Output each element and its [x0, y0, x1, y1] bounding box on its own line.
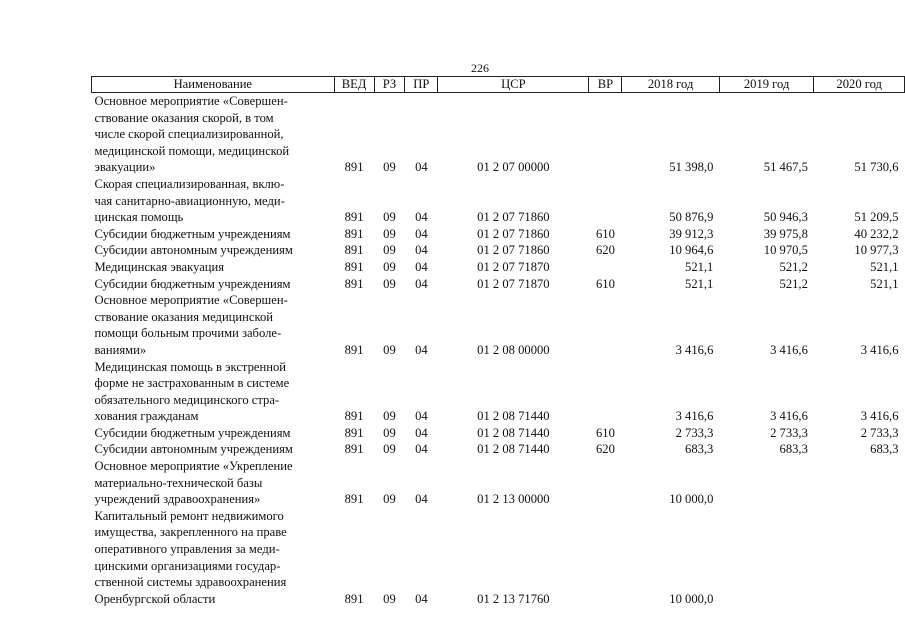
row-rz: 09 [383, 442, 396, 457]
row-name: Субсидии бюджетным учреждениям [94, 425, 291, 440]
table-row [92, 458, 905, 508]
row-value-2020 [814, 458, 905, 508]
row-value-2018: 50 876,9 [669, 210, 714, 225]
row-value-2019: 3 416,6 [770, 409, 808, 424]
header-pr: ПР [405, 77, 438, 93]
row-value-2019: 2 733,3 [770, 425, 808, 440]
header-ved: ВЕД [334, 77, 374, 93]
row-value-2020: 683,3 [870, 442, 899, 457]
header-rz: РЗ [374, 77, 405, 93]
page-number: 226 [471, 61, 489, 75]
row-ved: 891 [344, 160, 364, 175]
row-value-2020: 521,1 [870, 259, 899, 274]
table-row [92, 292, 905, 358]
row-value-2020: 521,1 [870, 276, 899, 291]
row-value-2020: 2 733,3 [860, 425, 899, 440]
row-ved: 891 [344, 226, 364, 241]
row-value-2018: 521,1 [685, 276, 714, 291]
row-rz: 09 [383, 210, 396, 225]
row-csr: 01 2 07 00000 [477, 160, 550, 175]
table-body [92, 93, 905, 608]
row-pr: 04 [415, 492, 428, 507]
row-vr [589, 176, 622, 226]
row-ved: 891 [344, 243, 364, 258]
table-row [92, 176, 905, 226]
row-value-2018: 3 416,6 [675, 342, 714, 357]
row-value-2020: 3 416,6 [860, 409, 899, 424]
row-vr [589, 508, 622, 608]
row-csr: 01 2 07 71860 [477, 226, 550, 241]
row-ved: 891 [344, 210, 364, 225]
row-vr [589, 458, 622, 508]
row-rz: 09 [383, 259, 396, 274]
header-name: Наименование [92, 77, 335, 93]
row-name: Основное мероприятие «Укрепление материально-технической базы учреждений здравоохранения» [94, 459, 293, 507]
row-name: Основное мероприятие «Совершен- ствование оказания скорой, в том числе скорой специализированной, медицинской помощи, медицинской эвакуации» [94, 94, 290, 175]
row-value-2019: 3 416,6 [770, 342, 808, 357]
row-csr: 01 2 07 71870 [477, 276, 550, 291]
row-csr: 01 2 08 71440 [477, 425, 550, 440]
row-value-2019: 521,2 [779, 259, 808, 274]
row-name: Субсидии бюджетным учреждениям [94, 276, 291, 291]
row-vr: 610 [595, 226, 615, 241]
row-pr: 04 [415, 591, 428, 606]
row-csr: 01 2 13 71760 [477, 591, 550, 606]
row-value-2018: 2 733,3 [675, 425, 714, 440]
row-value-2019: 50 946,3 [763, 210, 808, 225]
row-ved: 891 [344, 591, 364, 606]
row-vr: 620 [595, 442, 615, 457]
row-value-2019 [719, 508, 814, 608]
table-row [92, 259, 905, 276]
row-name: Субсидии автономным учреждениям [94, 243, 293, 258]
row-rz: 09 [383, 243, 396, 258]
row-value-2019: 51 467,5 [763, 160, 808, 175]
row-ved: 891 [344, 492, 364, 507]
table-row [92, 425, 905, 442]
row-pr: 04 [415, 276, 428, 291]
row-csr: 01 2 13 00000 [477, 492, 550, 507]
row-csr: 01 2 08 71440 [477, 409, 550, 424]
row-value-2018: 683,3 [685, 442, 714, 457]
row-value-2019: 521,2 [779, 276, 808, 291]
row-rz: 09 [383, 425, 396, 440]
row-vr: 610 [595, 425, 615, 440]
row-ved: 891 [344, 425, 364, 440]
row-name: Основное мероприятие «Совершен- ствование оказания медицинской помощи больным прочими заболе- ваниями» [94, 293, 288, 357]
table-row [92, 226, 905, 243]
row-csr: 01 2 07 71860 [477, 210, 550, 225]
row-pr: 04 [415, 409, 428, 424]
row-rz: 09 [383, 342, 396, 357]
row-ved: 891 [344, 259, 364, 274]
table-row [92, 508, 905, 608]
row-name: Субсидии бюджетным учреждениям [94, 226, 291, 241]
row-rz: 09 [383, 160, 396, 175]
row-value-2018: 10 000,0 [669, 591, 714, 606]
row-ved: 891 [344, 442, 364, 457]
row-vr [589, 93, 622, 176]
row-value-2018: 39 912,3 [669, 226, 714, 241]
row-value-2020 [814, 508, 905, 608]
row-value-2019: 39 975,8 [763, 226, 808, 241]
row-csr: 01 2 08 00000 [477, 342, 550, 357]
row-pr: 04 [415, 342, 428, 357]
row-vr [589, 292, 622, 358]
row-value-2018: 10 000,0 [669, 492, 714, 507]
row-ved: 891 [344, 276, 364, 291]
row-value-2020: 10 977,3 [854, 243, 899, 258]
row-name: Субсидии автономным учреждениям [94, 442, 293, 457]
row-value-2018: 10 964,6 [669, 243, 714, 258]
table-header-row [92, 77, 905, 93]
row-vr [589, 259, 622, 276]
row-name: Медицинская помощь в экстренной форме не застрахованным в системе обязательного медицинского стра- хования гражданам [94, 359, 290, 424]
row-vr [589, 359, 622, 425]
row-rz: 09 [383, 492, 396, 507]
row-vr: 620 [595, 243, 615, 258]
row-pr: 04 [415, 226, 428, 241]
row-csr: 01 2 07 71860 [477, 243, 550, 258]
row-pr: 04 [415, 160, 428, 175]
row-value-2018: 51 398,0 [669, 160, 714, 175]
budget-table [91, 76, 905, 607]
table-row [92, 359, 905, 425]
table-row [92, 441, 905, 458]
row-pr: 04 [415, 425, 428, 440]
row-ved: 891 [344, 342, 364, 357]
header-csr: ЦСР [438, 77, 589, 93]
row-value-2019: 683,3 [779, 442, 808, 457]
row-rz: 09 [383, 226, 396, 241]
row-value-2019: 10 970,5 [763, 243, 808, 258]
row-value-2018: 3 416,6 [675, 409, 714, 424]
header-2018: 2018 год [622, 77, 719, 93]
row-pr: 04 [415, 210, 428, 225]
row-ved: 891 [344, 409, 364, 424]
row-name: Капитальный ремонт недвижимого имущества, закрепленного на праве оперативного управления за меди- цинскими организациями государ- ственной системы здравоохранения Оренбургской области [94, 508, 287, 606]
row-name: Скорая специализированная, вклю- чая санитарно-авиационную, меди- цинская помощь [94, 176, 285, 225]
row-rz: 09 [383, 591, 396, 606]
row-value-2020: 3 416,6 [860, 342, 899, 357]
row-csr: 01 2 08 71440 [477, 442, 550, 457]
table-row [92, 276, 905, 293]
table-row [92, 242, 905, 259]
header-2020: 2020 год [814, 77, 905, 93]
row-name: Медицинская эвакуация [94, 259, 225, 274]
row-value-2020: 40 232,2 [854, 226, 899, 241]
row-value-2018: 521,1 [685, 259, 714, 274]
row-vr: 610 [595, 276, 615, 291]
row-csr: 01 2 07 71870 [477, 259, 550, 274]
row-rz: 09 [383, 276, 396, 291]
row-value-2020: 51 730,6 [854, 160, 899, 175]
table-row [92, 93, 905, 176]
row-value-2020: 51 209,5 [854, 210, 899, 225]
row-rz: 09 [383, 409, 396, 424]
row-pr: 04 [415, 442, 428, 457]
header-2019: 2019 год [719, 77, 814, 93]
row-pr: 04 [415, 243, 428, 258]
row-pr: 04 [415, 259, 428, 274]
row-value-2019 [719, 458, 814, 508]
header-vr: ВР [589, 77, 622, 93]
